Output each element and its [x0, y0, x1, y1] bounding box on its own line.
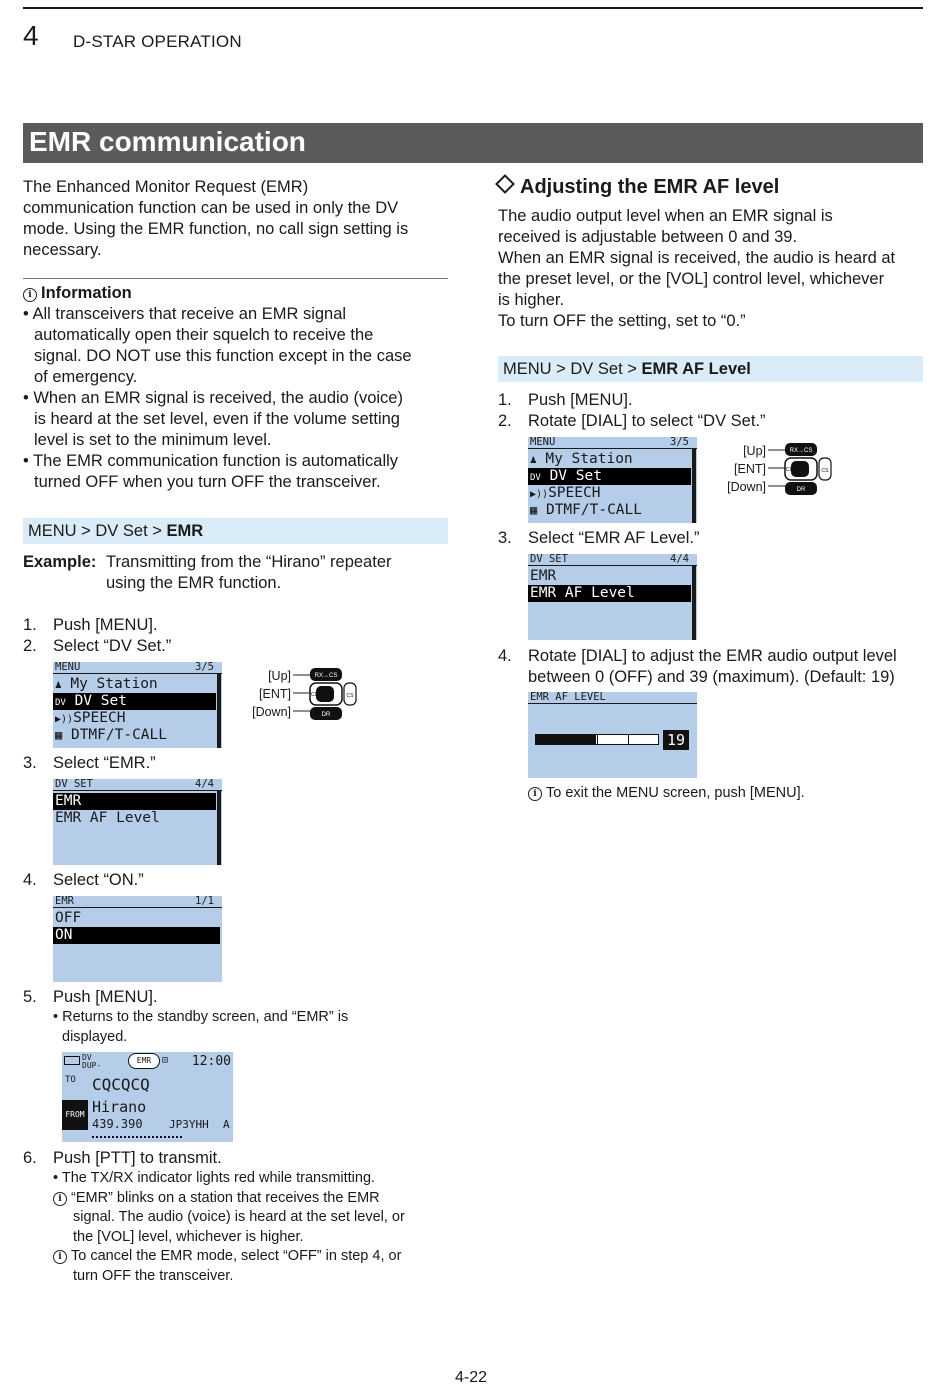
- info-list: • All transceivers that receive an EMR signal automatically open their squelch to receive the signal. DO NOT use this function except in the case of emergency. • When an EMR signal is received, the audio (voice) is heard at the set level, even if the volume setting level is set to the minimum level. • The EMR communication function is automatically turned OFF when you turn OFF the transceiver.: [23, 305, 412, 491]
- lcd-menu-screen: MENU 3/5 ♟ My Station DV DV Set ▶))SPEECH ▦ DTMF/T-CALL: [53, 662, 222, 748]
- keypad-icon: ▦: [55, 728, 63, 742]
- info-icon: i: [53, 1250, 67, 1264]
- lcd-menu-item-selected: DV DV Set: [53, 693, 216, 710]
- lcd-dvset-screen-right: DV SET 4/4 EMR EMR AF Level: [528, 554, 697, 640]
- lcd-standby-screen: DV DUP- EMR ⊡ 12:00 TO CQCQCQ FROM Hirano 439.390 JP3YHH A: [62, 1052, 233, 1142]
- right-intro: The audio output level when an EMR signal is received is adjustable between 0 and 39. When an EMR signal is received, the audio is heard at the preset level, or the [VOL] control level, whichever is higher. To turn OFF the setting, set to “0.”: [498, 207, 896, 330]
- speech-icon: ▶)): [55, 714, 74, 725]
- example-label: Example:: [23, 553, 97, 571]
- menu-path-emr-af: MENU > DV Set > EMR AF Level: [498, 356, 923, 382]
- page-number: 4-22: [455, 1369, 488, 1386]
- person-icon: ♟: [55, 678, 62, 691]
- lcd-item: EMR AF Level: [55, 810, 160, 826]
- step-4-right-cont: between 0 (OFF) and 39 (maximum). (Default: 19): [528, 668, 895, 686]
- level-bar: [535, 734, 659, 745]
- step-3-right: 3. Select “EMR AF Level.”: [498, 529, 700, 547]
- dial-icon: [755, 439, 835, 499]
- info-heading: i Information: [23, 283, 132, 304]
- speech-icon: ▶)): [530, 489, 549, 500]
- svg-text:CD: CD: [311, 692, 319, 698]
- person-icon: ♟: [530, 453, 537, 466]
- lcd-item-selected: EMR: [53, 793, 216, 810]
- dv-icon: DV: [55, 698, 66, 708]
- step-2-left: 2. Select “DV Set.”: [23, 637, 172, 655]
- key-icon: ⊡: [162, 1055, 169, 1066]
- svg-text:RX→CS: RX→CS: [789, 448, 813, 454]
- diamond-icon: [495, 174, 515, 194]
- lcd-emraf-screen: EMR AF LEVEL 19: [528, 692, 697, 778]
- chapter-title: D-STAR OPERATION: [73, 32, 242, 51]
- svg-text:CS: CS: [821, 468, 829, 474]
- info-divider: [23, 278, 448, 279]
- step-4-right: 4. Rotate [DIAL] to adjust the EMR audio output level: [498, 647, 897, 665]
- lcd-emr-screen: EMR 1/1 OFF ON: [53, 896, 222, 982]
- section-title: EMR communication: [29, 126, 306, 157]
- info-icon: i: [53, 1192, 67, 1206]
- lcd-item: OFF: [55, 910, 82, 926]
- info-icon: i: [23, 288, 37, 302]
- step-6-notes: • The TX/RX indicator lights red while transmitting. i “EMR” blinks on a station that receives the EMR signal. The audio (voice) is heard at the set level, or the [VOL] level, whichever is higher. i To cancel the EMR mode, select “OFF” in step 4, or turn OFF the transceiver.: [53, 1170, 405, 1284]
- chapter-number: 4: [23, 20, 39, 51]
- battery-icon: [64, 1056, 80, 1065]
- svg-text:CD: CD: [786, 467, 794, 473]
- step-1-left: 1. Push [MENU].: [23, 616, 158, 634]
- emr-indicator: EMR: [128, 1053, 160, 1069]
- top-rule: [23, 7, 923, 9]
- keypad-icon: ▦: [530, 503, 538, 517]
- info-icon: i: [528, 787, 542, 801]
- example-text: Transmitting from the “Hirano” repeater using the EMR function.: [106, 553, 392, 592]
- dial-icon: [280, 664, 360, 724]
- example: [23, 552, 96, 573]
- step-5-left: 5. Push [MENU].: [23, 988, 158, 1006]
- lcd-menu-item: ▶))SPEECH: [55, 710, 126, 726]
- level-value: 19: [663, 730, 689, 750]
- intro-text: The Enhanced Monitor Request (EMR) communication function can be used in only the DV mode. Using the EMR function, no call sign setting is necessary.: [23, 178, 409, 259]
- lcd-dvset-screen: DV SET 4/4 EMR EMR AF Level: [53, 779, 222, 865]
- step-5-notes: • Returns to the standby screen, and “EMR” is displayed.: [53, 1009, 349, 1045]
- menu-path-emr: MENU > DV Set > EMR: [23, 518, 448, 544]
- dv-icon: DV: [530, 473, 541, 483]
- lcd-menu-screen-right: MENU 3/5 ♟ My Station DV DV Set ▶))SPEECH ▦ DTMF/T-CALL: [528, 437, 697, 523]
- step-3-left: 3. Select “EMR.”: [23, 754, 156, 772]
- step-1-right: 1. Push [MENU].: [498, 391, 633, 409]
- step-2-right: 2. Rotate [DIAL] to select “DV Set.”: [498, 412, 766, 430]
- control-diagram-right: [Up] [ENT] [Down] RX→CS CD DR CS: [703, 439, 828, 499]
- step-6-left: 6. Push [PTT] to transmit.: [23, 1149, 222, 1167]
- svg-text:CS: CS: [346, 693, 354, 699]
- exit-note: i To exit the MENU screen, push [MENU].: [528, 784, 805, 804]
- lcd-menu-item: ♟ My Station: [55, 676, 158, 692]
- lcd-menu-item: ▦ DTMF/T-CALL: [55, 727, 167, 743]
- svg-text:DR: DR: [321, 712, 331, 718]
- control-diagram: [Up] [ENT] [Down] RX→CS CD DR CS: [228, 664, 353, 724]
- step-4-left: 4. Select “ON.”: [23, 871, 144, 889]
- svg-text:DR: DR: [796, 487, 806, 493]
- svg-text:RX→CS: RX→CS: [314, 673, 338, 679]
- subsection-heading: Adjusting the EMR AF level: [498, 176, 779, 199]
- lcd-item-selected: ON: [53, 927, 220, 944]
